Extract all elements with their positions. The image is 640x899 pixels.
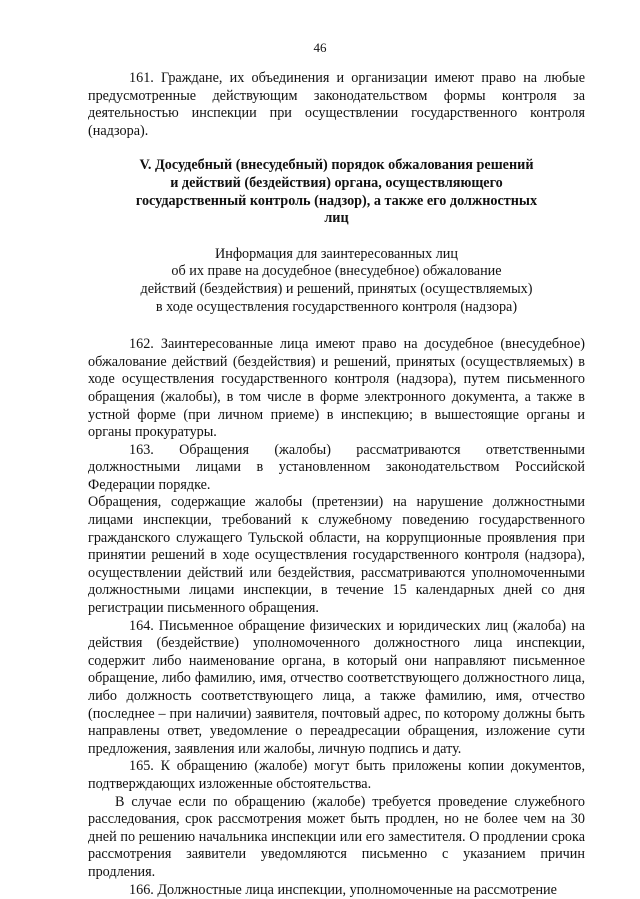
paragraph-162: 162. Заинтересованные лица имеют право на досудебное (внесудебное) обжалование действий (бездействия) и решений, принятых (осуществляемых) в ходе осуществления государственного контроля (надзора), путем письменного обращения (жалобы), в том числе в форме электронного документа, а также в устной форме (при личном приеме) в инспекцию; в вышестоящие органы и органы прокуратуры. <box>88 336 585 441</box>
section-heading-line: V. Досудебный (внесудебный) порядок обжалования решений <box>139 157 534 174</box>
info-heading-line: об их праве на досудебное (внесудебное) обжалование <box>171 263 502 280</box>
paragraph-163: 163. Обращения (жалобы) рассматриваются ответственными должностными лицами в установленном законодательством Российской Федерации порядке. <box>88 441 585 493</box>
section-heading-line: и действий (бездействия) органа, осуществляющего <box>170 174 503 191</box>
paragraph-166: 166. Должностные лица инспекции, уполномоченные на рассмотрение <box>129 881 557 898</box>
paragraph-investigation: В случае если по обращению (жалобе) требуется проведение служебного расследования, срок рассмотрения может быть продлен, но не более чем на 30 дней по решению начальника инспекции или его заместителя. О продлении срока рассмотрения заявители уведомляются письменно с указанием причин продления. <box>88 793 585 880</box>
page-content <box>88 70 585 899</box>
page-number: 46 <box>313 40 327 55</box>
paragraph-161: 161. Граждане, их объединения и организации имеют право на любые предусмотренные действующим законодательством формы контроля за деятельностью инспекции при осуществлении государственного контроля (надзора). <box>88 70 585 139</box>
paragraph-164: 164. Письменное обращение физических и юридических лиц (жалоба) на действия (бездействие) уполномоченного должностного лица инспекции, содержит либо наименование органа, в который они направляют письменное обращение, либо фамилию, имя, отчество соответствующего должностного лица, либо должность соответствующего лица, а также фамилию, имя, отчество (последнее – при наличии) заявителя, почтовый адрес, по которому должны быть направлены ответ, уведомление о переадресации обращения, изложение сути предложения, заявления или жалобы, личную подпись и дату. <box>88 617 585 757</box>
info-heading-line: действий (бездействия) и решений, принятых (осуществляемых) <box>140 280 533 297</box>
info-heading-line: в ходе осуществления государственного контроля (надзора) <box>155 298 518 315</box>
paragraph-165: 165. К обращению (жалобе) могут быть приложены копии документов, подтверждающих изложенные обстоятельства. <box>88 758 585 792</box>
section-heading <box>88 157 585 227</box>
info-heading <box>88 246 585 316</box>
section-heading-line: лиц <box>324 210 349 227</box>
section-heading-line: государственный контроль (надзор), а также его должностных <box>135 192 538 209</box>
info-heading-line: Информация для заинтересованных лиц <box>215 245 458 262</box>
paragraph-complaints: Обращения, содержащие жалобы (претензии) на нарушение должностными лицами инспекции, требований к служебному поведению государственного гражданского служащего Тульской области, на коррупционные проявления при принятии решений в ходе осуществления государственного контроля (надзора), осуществлении действий или бездействия, рассматриваются уполномоченными должностными лицами инспекции, в течение 15 календарных дней со дня регистрации письменного обращения. <box>88 494 585 617</box>
